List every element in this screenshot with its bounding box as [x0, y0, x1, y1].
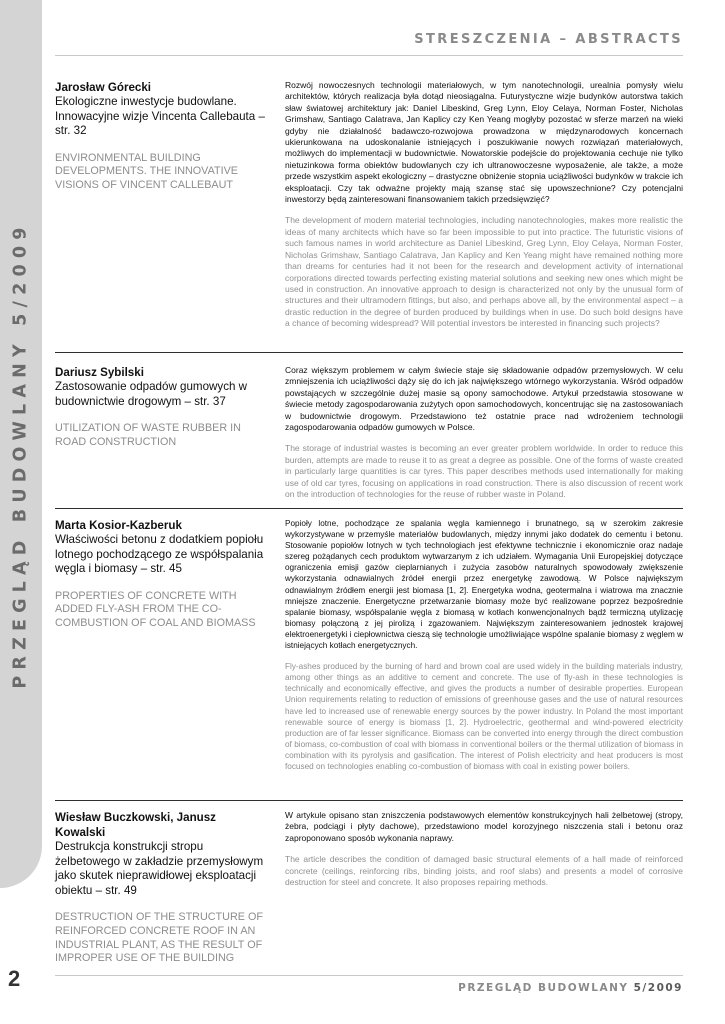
abstract-pl: Popioły lotne, pochodzące ze spalania węgla kamiennego i brunatnego, są w szerokim zakresie wykorzystywane w przemyśle materiałów budowlanych, między innymi jako dodatek do cementu i betonu. Stosowanie popiołów lotnych w tych technologiach jest efektywne technicznie i ekonomicznie oraz nadaje szereg pożądanych cech produktom wytwarzanym z ich udziałem. Wymagania Unii Europejskiej dotyczące ograniczenia emisji gazów cieplarnianych i zużycia zasobów naturalnych spowodowały zwiększenie wykorzystania odnawialnych źródeł energii przez energetykę zawodową. W Polsce największym odnawialnym źródłem energii jest biomasa [1, 2]. Energetyka wodna, geotermalna i wiatrowa ma znacznie mniejsze znaczenie. Energetyczne przetwarzanie biomasy może być realizowane poprzez bezpośrednie spalanie biomasy, współspalanie węgla z biomasą w kotłach konwencjonalnych bądź termiczną utylizację biomasy połączoną z jej pirolizą i zgazowaniem. Największym zainteresowaniem jednostek krajowej elektroenergetyki i ciepłownictwa cieszą się technologie umożliwiające wspólne spalanie biomasy z węglem w istniejących kotłach energetycznych. [285, 519, 683, 651]
article-abstracts [285, 365, 683, 500]
sidebar-journal-issue: PRZEGLĄD BUDOWLANY 5/2009 [11, 221, 32, 689]
page-number: 2 [8, 966, 21, 991]
header-divider [55, 55, 683, 56]
footer-issue: 5/2009 [633, 982, 683, 994]
article-author: Dariusz Sybilski [55, 366, 144, 379]
article-abstracts [285, 518, 683, 772]
article-author: Marta Kosior-Kazberuk [55, 519, 182, 532]
article-heading [55, 518, 267, 631]
abstract-en: The development of modern material technologies, including nanotechnologies, makes more realistic the ideas of many architects which have so far been impossible to put into practice. The futuristic visions of such famous names in world architecture as Daniel Libeskind, Greg Lynn, Eloy Celaya, Norman Foster, Nicholas Grimshaw, Santiago Calatrava, Jan Kaplicy and Ken Yeang might have remained nothing more than dreams for centuries had it not been for the research and development activity of international corporations directed towards perfecting existing material solutions and seeking new ones which might be used in construction. An innovative approach to design is characterized not only by the unusual form of structures and their ultramodern fittings, but also, and perhaps above all, by the environmental aspect – a drastic reduction in the degree of burden produced by buildings when in use. Do such bold designs have a chance of becoming widespread? Will potential investors be interested in financing such projects? [285, 215, 683, 329]
abstract-en: The article describes the condition of damaged basic structural elements of a hall made of reinforced concrete (ceilings, reinforcing ribs, binding joists, and roof slabs) and presents a model of corrosive destruction for steel and concrete. It also proposes repairing methods. [285, 854, 683, 888]
article-title-pl: Destrukcja konstrukcji stropu żelbetowego w zakładzie przemysłowym jako skutek nieprawidłowej eksploatacji obiektu – str. 49 [55, 840, 264, 897]
article-title-en: ENVIRONMENTAL BUILDING DEVELOPMENTS. THE INNOVATIVE VISIONS OF VINCENT CALLEBAUT [55, 151, 238, 191]
article-title-en: UTILIZATION OF WASTE RUBBER IN ROAD CONSTRUCTION [55, 422, 241, 448]
article-heading [55, 365, 267, 449]
article-title-pl: Zastosowanie odpadów gumowych w budownictwie drogowym – str. 37 [55, 380, 248, 408]
article-divider [55, 508, 683, 509]
article-divider [55, 352, 683, 353]
section-header: STRESZCZENIA – ABSTRACTS [414, 32, 683, 47]
abstract-pl: W artykule opisano stan zniszczenia podstawowych elementów konstrukcyjnych hali żelbetowej (stropy, żebra, podciągi i płyty dachowe), przedstawiono model korozyjnego niszczenia stali i betonu oraz zaproponowano sposób wykonania naprawy. [285, 810, 683, 843]
article-heading [55, 810, 267, 966]
article-abstracts [285, 810, 683, 888]
article-title-en: PROPERTIES OF CONCRETE WITH ADDED FLY-ASH FROM THE CO-COMBUSTION OF COAL AND BIOMASS [55, 589, 256, 629]
abstract-en: The storage of industrial wastes is becoming an ever greater problem worldwide. In order to reduce this burden, attempts are made to reuse it to as great a degree as possible. One of the forms of waste created in particularly large quantities is car tyres. This paper describes methods used internationally for making use of old car tyres, focusing on applications in road construction. There is also discussion of recent work on the introduction of technologies for the reuse of rubber waste in Poland. [285, 443, 683, 500]
article-author: Jarosław Górecki [55, 81, 152, 94]
footer-divider [55, 975, 683, 976]
abstract-pl: Rozwój nowoczesnych technologii materiałowych, w tym nanotechnologii, urealnia pomysły wielu architektów, których realizacja była dotąd nieosiągalna. Futurystyczne wizje budynków autorstwa takich sław światowej architektury jak: Daniel Libeskind, Greg Lynn, Eloy Celaya, Norman Foster, Nicholas Grimshaw, Santiago Calatrava, Jan Kaplicy czy Ken Yeang mogłyby pozostać w sferze marzeń na wieki gdyby nie działalność badawczo-rozwojowa prowadzona w międzynarodowych koncernach ukierunkowana na udoskonalanie istniejących i poszukiwanie nowych rozwiązań materiałowych, możliwych do implementacji w budownictwie. Nowatorskie podejście do projektowania cechuje nie tylko nietuzinkowa forma obiektów budowlanych czy ich ultranowoczesne wyposażenie, ale także, a może przede wszystkim aspekt ekologiczny – drastyczne obniżenie stopnia uciążliwości budynków w trakcie ich eksploatacji. Czy tak odważne projekty mają szansę stać się upowszechnione? Czy potencjalni inwestorzy będą zainteresowani finansowaniem takich przedsięwzięć? [285, 80, 683, 205]
article-divider [55, 800, 683, 801]
article-heading [55, 80, 267, 193]
sidebar-journal-title [0, 221, 42, 689]
footer-journal-name: PRZEGLĄD BUDOWLANY [458, 982, 629, 994]
abstract-en: Fly-ashes produced by the burning of hard and brown coal are used widely in the building materials industry, among other things as an additive to cement and concrete. The use of fly-ash in these technologies is technically and economically effective, and gives the products a number of desirable properties. European Union requirements relating to reduction of emissions of greenhouse gases and the use of natural resources have led to increased use of renewable energy sources by the power industry. In Poland the most important renewable source of energy is biomass [1, 2]. Hydroelectric, geothermal and wind-powered electricity production are of far lesser significance. Biomass can be converted into energy through the direct combustion of biomass, co-combustion of coal with biomass in conventional boilers or the thermal utilization of biomass in combination with its pyrolysis and gasification. The interest of Polish electricity and heat producers is most focused on technologies enabling co-combustion of biomass with coal in existing power boilers. [285, 662, 683, 771]
article-abstracts [285, 80, 683, 330]
article-author: Wiesław Buczkowski, Janusz Kowalski [55, 811, 216, 839]
article-title-en: DESTRUCTION OF THE STRUCTURE OF REINFORCED CONCRETE ROOF IN AN INDUSTRIAL PLANT, AS THE RESULT OF IMPROPER USE OF THE BUILDING [55, 911, 263, 965]
article-title-pl: Właściwości betonu z dodatkiem popiołu lotnego pochodzącego ze współspalania węgla i biomasy – str. 45 [55, 533, 264, 576]
footer-journal [458, 982, 683, 994]
abstract-pl: Coraz większym problemem w całym świecie staje się składowanie odpadów przemysłowych. W celu zmniejszenia ich uciążliwości dąży się do ich jak największego wtórnego wykorzystania. Wśród odpadów powstających w szczególnie dużej masie są opony samochodowe. Artykuł przedstawia stosowane w świecie metody zagospodarowania zużytych opon samochodowych, koncentrując się na zastosowaniach w budownictwie drogowym. Przedstawiono też ostatnie prace nad wdrożeniem technologii zagospodarowania odpadów gumowych w Polsce. [285, 365, 683, 433]
article-title-pl: Ekologiczne inwestycje budowlane. Innowacyjne wizje Vincenta Callebauta – str. 32 [55, 95, 265, 138]
